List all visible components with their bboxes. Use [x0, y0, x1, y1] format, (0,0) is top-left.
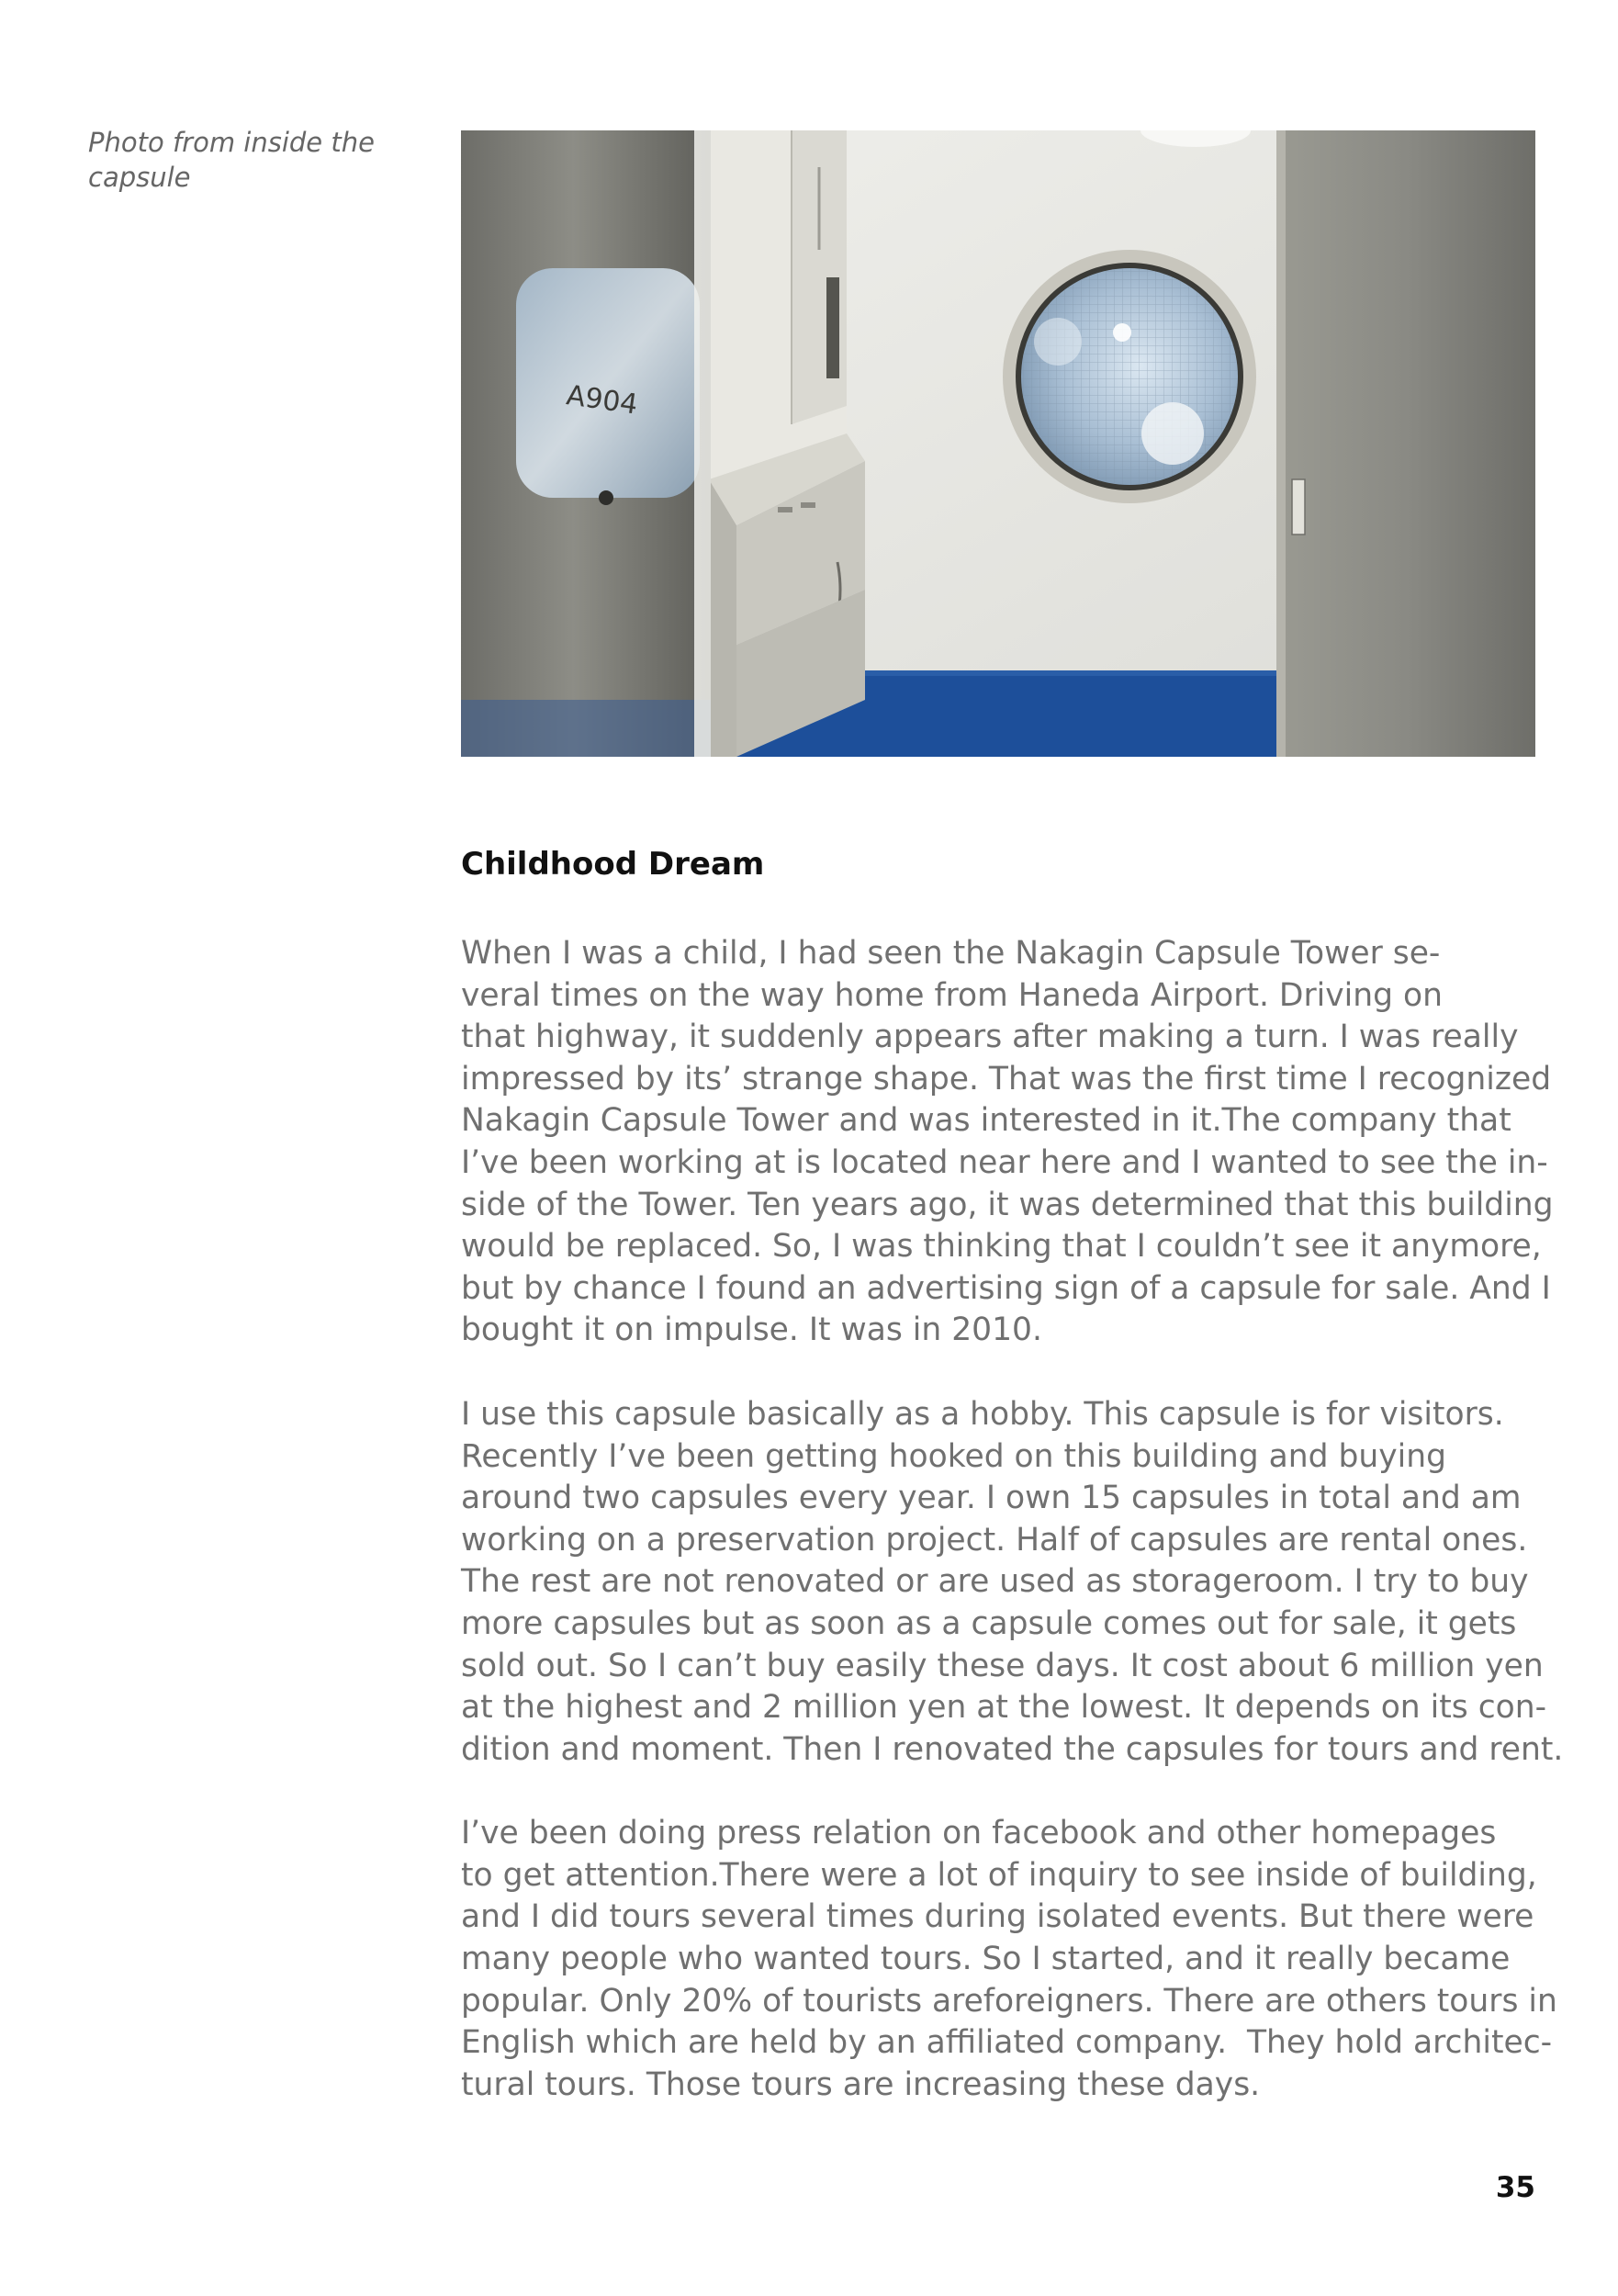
article-paragraph: When I was a child, I had seen the Nakagin Capsule Tower se- veral times on the way home from Haneda Airport. Driving on that highway, it suddenly appears after making a turn. I was really impressed by its’ strange shape. That was the first time I recognized Nakagin Capsule Tower and was interested in it.The company that I’ve been working at is located near here and I wanted to see the in- side of the Tower. Ten years ago, it was determined that this building would be replaced. So, I was thinking that I couldn’t see it anymore, but by chance I found an advertising sign of a capsule for sale. And I bought it on impulse. It was in 2010.: [461, 935, 1554, 1349]
door-label: A904: [564, 379, 640, 422]
article: [461, 841, 1563, 2148]
capsule-interior-illustration: [461, 130, 1535, 757]
capsule-interior-photo: [461, 130, 1535, 757]
photo-caption: Photo from inside the capsule: [88, 127, 375, 193]
article-paragraph: I use this capsule basically as a hobby. This capsule is for visitors. Recently I’ve been getting hooked on this building and buying around two capsules every year. I own 15 capsules in total and am working on a preservation project. Half of capsules are rental ones. The rest are not renovated or are used as storageroom. I try to buy more capsules but as soon as a capsule comes out for sale, it gets sold out. So I can’t buy easily these days. It cost about 6 million yen at the highest and 2 million yen at the lowest. It depends on its con- dition and moment. Then I renovated the capsules for tours and rent.: [461, 1395, 1564, 1768]
page-number: 35: [1495, 2171, 1535, 2204]
article-heading: Childhood Dream: [461, 846, 765, 883]
article-paragraph: I’ve been doing press relation on facebook and other homepages to get attention.There were a lot of inquiry to see inside of building, and I did tours several times during isolated events. But there were many people who wanted tours. So I started, and it really became popular. Only 20% of tourists areforeigners. There are others tours in English which are held by an affiliated company. They hold architec- tural tours. Those tours are increasing these days.: [461, 1815, 1557, 2103]
